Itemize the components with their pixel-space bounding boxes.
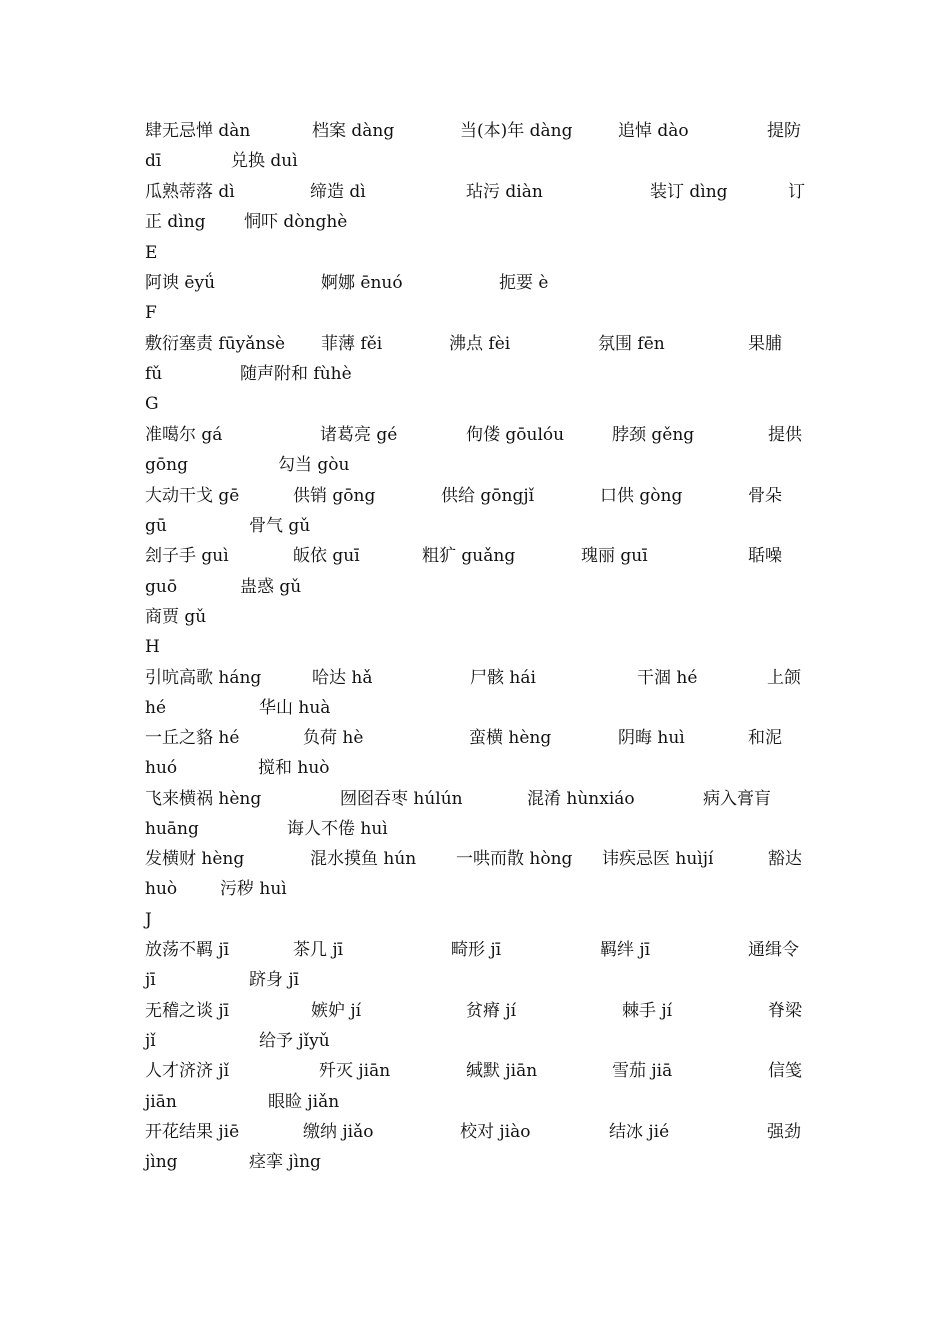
vocab-entry: 果脯 <box>748 334 782 354</box>
vocab-entry: 跻身 jī <box>249 970 300 990</box>
vocab-entry: 一哄而散 hòng <box>456 849 573 869</box>
vocab-entry: 恫吓 dònghè <box>244 212 348 232</box>
vocab-line <box>145 844 810 874</box>
vocab-entry: 蛊惑 gǔ <box>240 577 302 597</box>
vocab-entry: 歼灭 jiān <box>319 1061 391 1081</box>
vocab-entry: 病入膏肓 <box>703 789 771 809</box>
section-letter-e: E <box>145 243 158 263</box>
vocab-line <box>145 207 810 237</box>
vocab-entry: 装订 dìng <box>650 182 728 202</box>
vocab-entry: 畸形 jī <box>451 940 502 960</box>
vocab-entry: jìng <box>145 1152 178 1172</box>
vocab-line <box>145 965 810 995</box>
vocab-entry: 商贾 gǔ <box>145 607 207 627</box>
vocab-line <box>145 874 810 904</box>
vocab-entry: 供销 gōng <box>293 486 376 506</box>
vocab-entry: 棘手 jí <box>622 1001 673 1021</box>
vocab-line <box>145 450 810 480</box>
vocab-entry: 豁达 <box>768 849 802 869</box>
vocab-entry: jiān <box>145 1092 177 1112</box>
vocab-line <box>145 329 810 359</box>
vocab-entry: 提供 <box>768 425 802 445</box>
vocab-entry: 搅和 huò <box>258 758 330 778</box>
vocab-line <box>145 784 810 814</box>
vocab-entry: 菲薄 fěi <box>321 334 383 354</box>
vocab-entry: 敷衍塞责 fūyǎnsè <box>145 334 286 354</box>
vocab-entry: 和泥 <box>748 728 782 748</box>
vocab-entry: 瓜熟蒂落 dì <box>145 182 235 202</box>
vocab-entry: 正 dìng <box>145 212 206 232</box>
vocab-entry: guō <box>145 577 178 597</box>
vocab-entry: 尸骸 hái <box>470 668 536 688</box>
vocab-entry: 口供 gòng <box>600 486 683 506</box>
vocab-entry: 缄默 jiān <box>466 1061 538 1081</box>
vocab-entry: 给予 jǐyǔ <box>259 1031 330 1051</box>
vocab-entry: 开花结果 jiē <box>145 1122 240 1142</box>
vocab-line <box>145 814 810 844</box>
vocab-line <box>145 1147 810 1177</box>
vocab-entry: 上颌 <box>767 668 801 688</box>
vocab-entry: 无稽之谈 jī <box>145 1001 230 1021</box>
vocab-entry: 引吭高歌 háng <box>145 668 262 688</box>
vocab-entry: 勾当 gòu <box>278 455 350 475</box>
vocab-entry: 扼要 è <box>499 273 549 293</box>
vocab-line <box>145 602 810 632</box>
vocab-entry: fǔ <box>145 364 163 384</box>
vocab-entry: 痉挛 jìng <box>249 1152 321 1172</box>
vocab-entry: 粗犷 guǎng <box>422 546 516 566</box>
vocab-line <box>145 420 810 450</box>
vocab-line <box>145 177 810 207</box>
vocab-entry: 混水摸鱼 hún <box>310 849 417 869</box>
vocab-entry: 讳疾忌医 huìjí <box>602 849 714 869</box>
vocab-line <box>145 1056 810 1086</box>
vocab-entry: 阴晦 huì <box>618 728 685 748</box>
vocab-entry: 玷污 diàn <box>466 182 543 202</box>
vocab-entry: 聒噪 <box>748 546 782 566</box>
vocab-line <box>145 572 810 602</box>
vocab-entry: 缴纳 jiǎo <box>303 1122 374 1142</box>
vocab-entry: 贫瘠 jí <box>466 1001 517 1021</box>
vocab-entry: 缔造 dì <box>310 182 366 202</box>
vocab-entry: 飞来横祸 hèng <box>145 789 262 809</box>
vocab-entry: 诸葛亮 gé <box>320 425 398 445</box>
vocab-line <box>145 116 810 146</box>
vocab-entry: 信笺 <box>768 1061 802 1081</box>
vocab-line <box>145 511 810 541</box>
vocab-line <box>145 146 810 176</box>
vocab-entry: 蛮横 hèng <box>469 728 552 748</box>
vocab-entry: 结冰 jié <box>609 1122 670 1142</box>
vocab-entry: 强劲 <box>767 1122 801 1142</box>
vocab-entry: 供给 gōngjǐ <box>441 486 535 506</box>
section-letter-g: G <box>145 394 159 414</box>
vocab-entry: 发横财 hèng <box>145 849 245 869</box>
vocab-entry: 囫囵吞枣 húlún <box>340 789 463 809</box>
vocab-entry: 准噶尔 gá <box>145 425 223 445</box>
vocab-entry: 校对 jiào <box>460 1122 531 1142</box>
vocab-line <box>145 753 810 783</box>
vocab-line <box>145 996 810 1026</box>
vocab-entry: 刽子手 guì <box>145 546 229 566</box>
vocab-entry: 订 <box>788 182 805 202</box>
vocab-entry: 脊梁 <box>768 1001 802 1021</box>
vocab-line <box>145 935 810 965</box>
vocab-entry: jī <box>145 970 156 990</box>
vocab-entry: 骨气 gǔ <box>249 516 311 536</box>
vocab-entry: 放荡不羁 jī <box>145 940 230 960</box>
vocab-entry: 阿谀 ēyǘ <box>145 273 216 293</box>
vocab-entry: 负荷 hè <box>303 728 364 748</box>
vocab-entry: 茶几 jī <box>293 940 344 960</box>
section-letter-j: J <box>145 910 152 930</box>
vocab-entry: 通缉令 <box>748 940 799 960</box>
vocab-entry: 眼睑 jiǎn <box>268 1092 340 1112</box>
vocab-line <box>145 693 810 723</box>
vocab-entry: gū <box>145 516 167 536</box>
section-letter-f: F <box>145 303 157 323</box>
vocab-entry: huò <box>145 879 178 899</box>
vocab-line <box>145 268 810 298</box>
vocab-entry: 华山 huà <box>259 698 331 718</box>
vocab-entry: 脖颈 gěng <box>612 425 695 445</box>
vocab-entry: gōng <box>145 455 188 475</box>
vocab-entry: 哈达 hǎ <box>312 668 373 688</box>
vocab-entry: huó <box>145 758 178 778</box>
vocab-entry: 污秽 huì <box>220 879 287 899</box>
vocab-entry: 一丘之貉 hé <box>145 728 240 748</box>
vocab-entry: 提防 <box>767 121 801 141</box>
vocab-entry: 婀娜 ēnuó <box>321 273 403 293</box>
vocab-entry: 诲人不倦 huì <box>287 819 388 839</box>
vocab-entry: 干涸 hé <box>637 668 698 688</box>
vocab-entry: 随声附和 fùhè <box>240 364 352 384</box>
vocab-entry: huāng <box>145 819 199 839</box>
vocab-entry: 兑换 duì <box>231 151 298 171</box>
vocab-entry: 追悼 dào <box>618 121 689 141</box>
vocab-line <box>145 481 810 511</box>
vocab-entry: 嫉妒 jí <box>311 1001 362 1021</box>
vocab-entry: 肆无忌惮 dàn <box>145 121 251 141</box>
vocab-entry: 氛围 fēn <box>598 334 665 354</box>
vocab-line <box>145 1026 810 1056</box>
vocab-entry: 沸点 fèi <box>449 334 511 354</box>
vocab-entry: hé <box>145 698 167 718</box>
vocab-entry: 混淆 hùnxiáo <box>527 789 635 809</box>
section-letter-h: H <box>145 637 160 657</box>
vocab-entry: dī <box>145 151 162 171</box>
vocab-line <box>145 663 810 693</box>
vocab-entry: 雪茄 jiā <box>612 1061 673 1081</box>
vocab-entry: 瑰丽 guī <box>581 546 648 566</box>
vocab-line <box>145 1117 810 1147</box>
vocab-entry: 人才济济 jǐ <box>145 1061 230 1081</box>
vocab-entry: 档案 dàng <box>312 121 395 141</box>
vocab-entry: 皈依 guī <box>293 546 360 566</box>
vocab-entry: 当(本)年 dàng <box>460 121 573 141</box>
vocab-entry: 大动干戈 gē <box>145 486 240 506</box>
vocab-line <box>145 541 810 571</box>
vocab-entry: 羁绊 jī <box>600 940 651 960</box>
vocab-entry: 骨朵 <box>748 486 782 506</box>
vocab-line <box>145 1087 810 1117</box>
vocab-entry: jǐ <box>145 1031 156 1051</box>
vocab-line <box>145 359 810 389</box>
vocab-entry: 佝偻 gōulóu <box>466 425 565 445</box>
vocab-line <box>145 723 810 753</box>
